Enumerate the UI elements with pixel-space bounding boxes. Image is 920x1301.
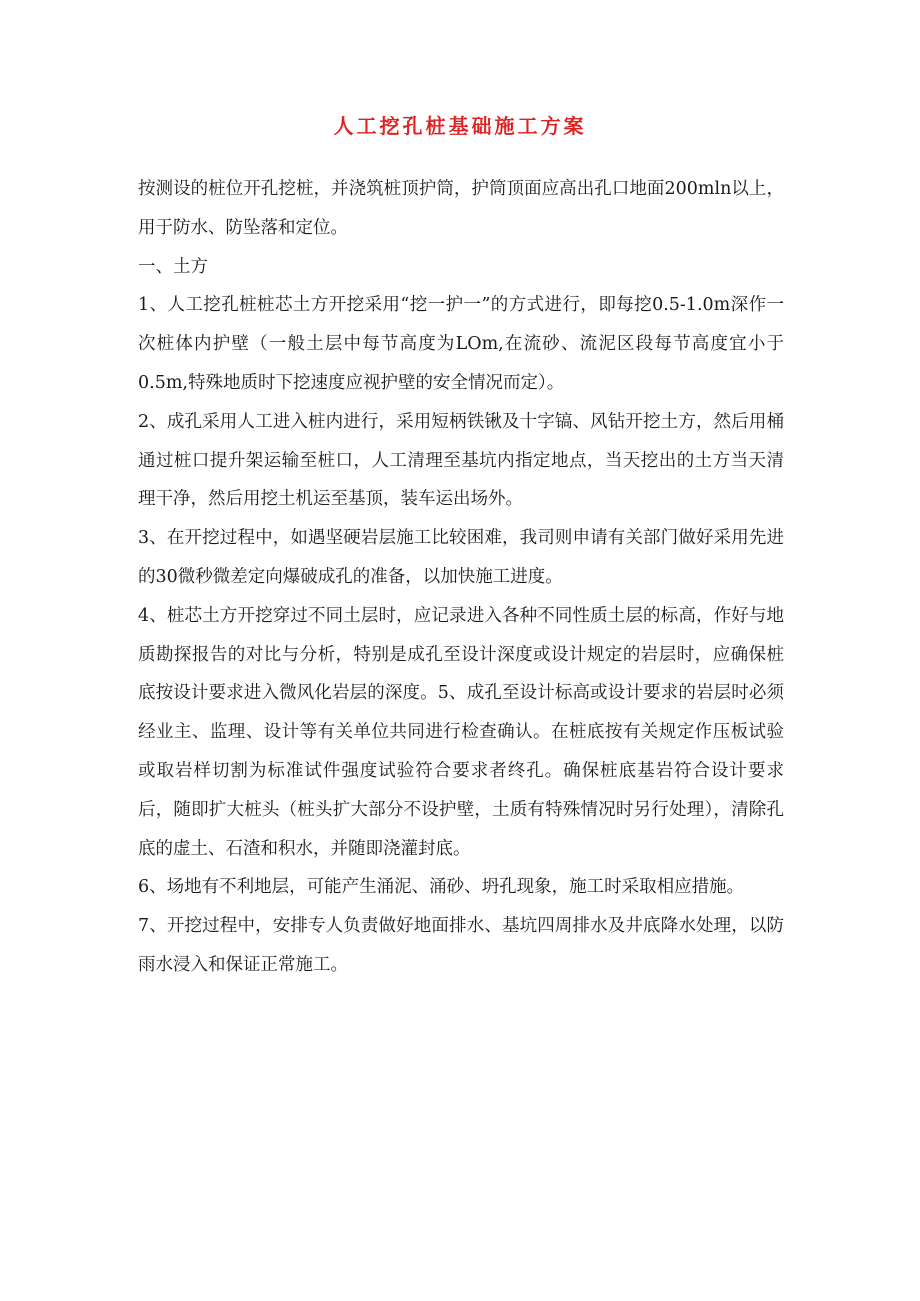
paragraph-item-6: 6、场地有不利地层，可能产生涌泥、涌砂、坍孔现象，施工时采取相应措施。 [138, 877, 745, 898]
paragraph-item-2: 2、成孔采用人工进入桩内进行，采用短柄铁锹及十字镐、风钻开挖土方，然后用桶通过桩口提升架运输至桩口，人工清理至基坑内指定地点，当天挖出的土方当天清理干净，然后用挖土机运至基顶，装车运出场外。 [138, 411, 784, 510]
paragraph-item-3: 3、在开挖过程中，如遇坚硬岩层施工比较困难，我司则申请有关部门做好采用先进的30微秒微差定向爆破成孔的准备，以加快施工进度。 [138, 528, 784, 587]
paragraph-item-1: 1、人工挖孔桩桩芯土方开挖采用“挖一护一”的方式进行，即每挖0.5-1.0m深作一次桩体内护壁（一般土层中每节高度为LOm,在流砂、流泥区段每节高度宜小于0.5m,特殊地质时下挖速度应视护壁的安全情况而定）。 [138, 295, 784, 393]
paragraph-item-4-5: 4、桩芯土方开挖穿过不同土层时，应记录进入各种不同性质土层的标高，作好与地质勘探报告的对比与分析，特别是成孔至设计深度或设计规定的岩层时，应确保桩底按设计要求进入微风化岩层的深度。5、成孔至设计标高或设计要求的岩层时必须经业主、监理、设计等有关单位共同进行检查确认。在桩底按有关规定作压板试验或取岩样切割为标准试件强度试验符合要求者终孔。确保桩底基岩符合设计要求后，随即扩大桩头（桩头扩大部分不设护壁，土质有特殊情况时另行处理），清除孔底的虚土、石渣和积水，并随即浇灌封底。 [138, 605, 784, 859]
section-heading-earthwork: 一、土方 [138, 256, 208, 277]
document-title: 人工挖孔桩基础施工方案 [333, 114, 587, 138]
document-body [138, 170, 784, 985]
paragraph-intro: 按测设的桩位开孔挖桩，并浇筑桩顶护筒，护筒顶面应高出孔口地面200mln以上，用于防水、防坠落和定位。 [138, 179, 784, 238]
paragraph-item-7: 7、开挖过程中，安排专人负责做好地面排水、基坑四周排水及井底降水处理，以防雨水浸入和保证正常施工。 [138, 916, 784, 975]
